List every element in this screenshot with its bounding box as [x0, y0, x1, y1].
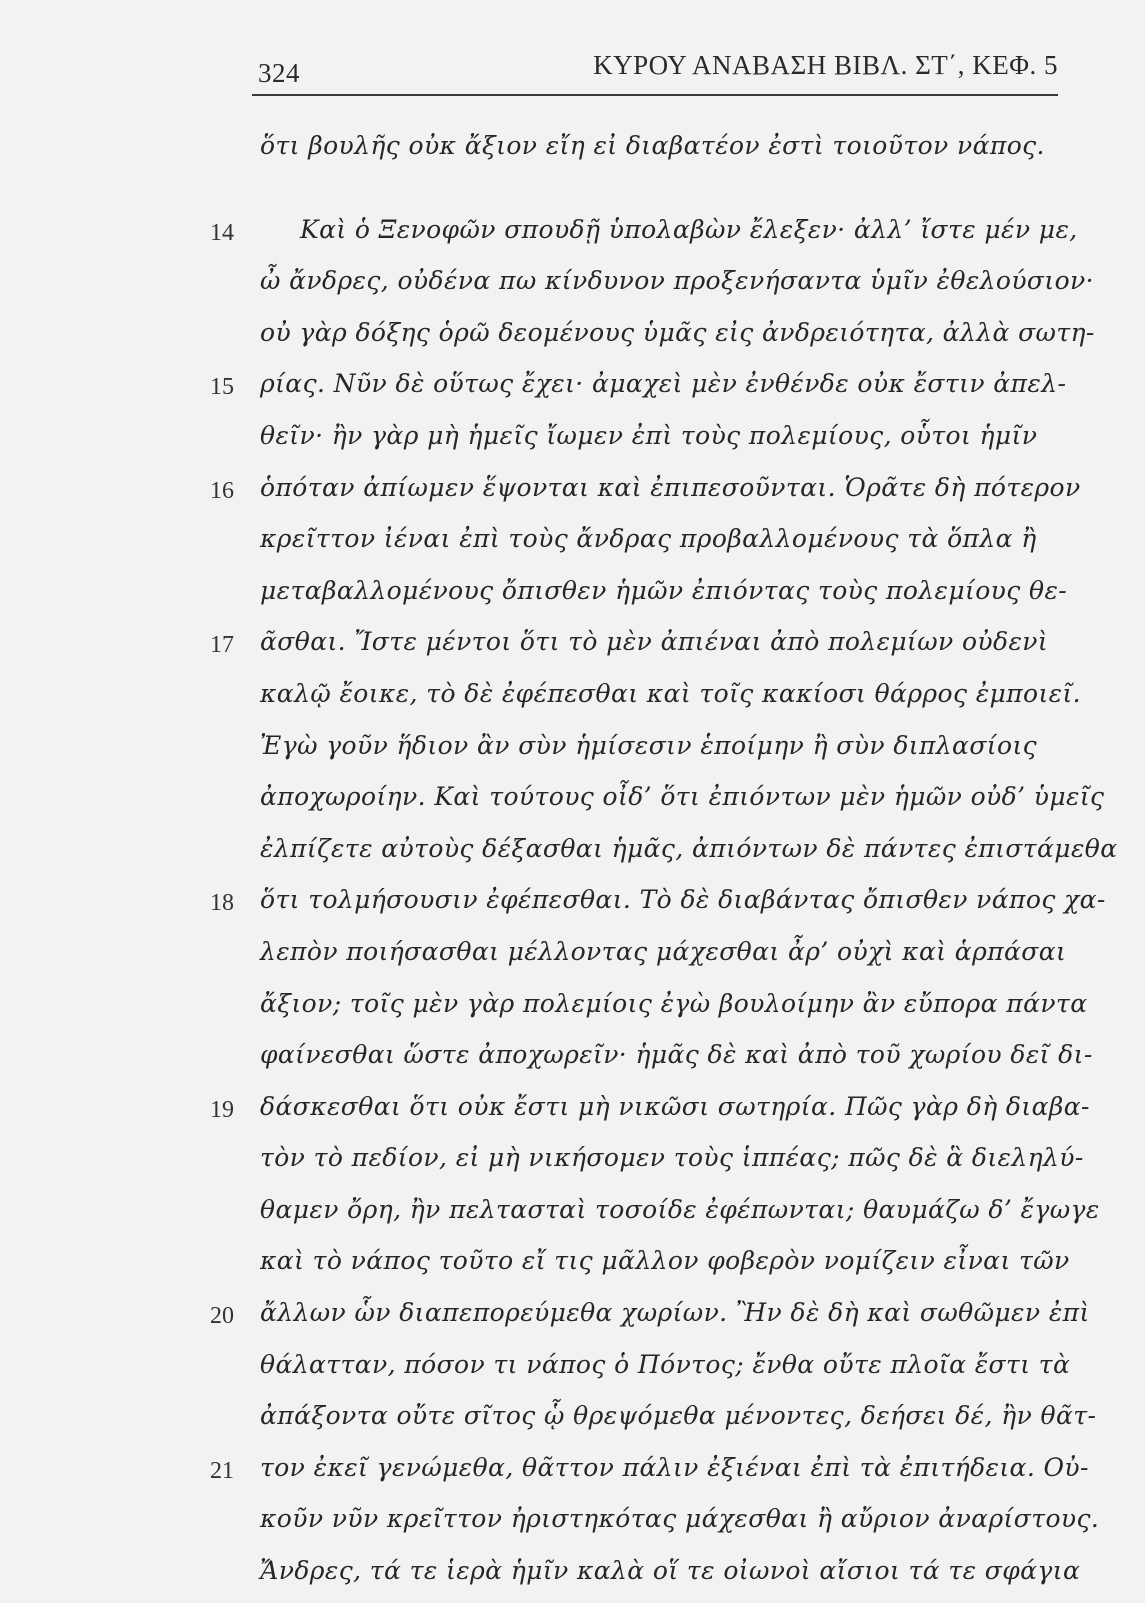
- text-line: [210, 932, 1090, 984]
- text-line: [210, 126, 1090, 178]
- line-text: φαίνεσθαι ὥστε ἀποχωρεῖν· ἡμᾶς δὲ καὶ ἀπὸ τοῦ χωρίου δεῖ δι-: [260, 1040, 1093, 1070]
- section-number: 21: [210, 1457, 234, 1484]
- text-line: [210, 726, 1090, 778]
- line-text: κοῦν νῦν κρεῖττον ἠριστηκότας μάχεσθαι ἢ αὔριον ἀναρίστους.: [260, 1504, 1100, 1534]
- line-text: καλῷ ἔοικε, τὸ δὲ ἐφέπεσθαι καὶ τοῖς κακίοσι θάρρος ἐμποιεῖ.: [260, 678, 1082, 708]
- line-text: θάλατταν, πόσον τι νάπος ὁ Πόντος; ἔνθα οὔτε πλοῖα ἔστι τὰ: [260, 1349, 1071, 1379]
- body-text: [210, 126, 1118, 1603]
- text-line: [210, 1499, 1100, 1551]
- line-text: Ἄνδρες, τά τε ἱερὰ ἡμῖν καλὰ οἵ τε οἰωνοὶ αἴσιοι τά τε σφάγια: [260, 1556, 1081, 1586]
- text-line: [210, 313, 1095, 365]
- section-number: 19: [210, 1096, 234, 1123]
- section-number: 16: [210, 477, 234, 504]
- section-number: 17: [210, 632, 234, 659]
- section-number: 18: [210, 890, 234, 917]
- line-text: ὅτι τολμήσουσιν ἐφέπεσθαι. Τὸ δὲ διαβάντας ὄπισθεν νάπος χα-: [260, 885, 1106, 915]
- header-rule: [252, 94, 1058, 96]
- text-line: [210, 674, 1090, 726]
- section-number: 15: [210, 374, 234, 401]
- line-text: ὁπόταν ἀπίωμεν ἕψονται καὶ ἐπιπεσοῦνται. Ὁρᾶτε δὴ πότερον: [260, 472, 1081, 502]
- line-text: ᾶσθαι. Ἴστε μέντοι ὅτι τὸ μὲν ἀπιέναι ἀπὸ πολεμίων οὐδενὶ: [260, 627, 1049, 657]
- running-title: ΚΥΡΟΥ ΑΝΑΒΑΣΗ ΒΙΒΛ. ΣΤ΄, ΚΕΦ. 5: [593, 50, 1058, 80]
- line-text: Καὶ ὁ Ξενοφῶν σπουδῇ ὑπολαβὼν ἔλεξεν· ἀλλ’ ἴστε μέν με,: [300, 214, 1078, 244]
- text-line: [210, 1138, 1090, 1190]
- line-text: ρίας. Νῦν δὲ οὕτως ἔχει· ἀμαχεὶ μὲν ἐνθένδε οὐκ ἔστιν ἀπελ-: [260, 369, 1067, 399]
- line-text: ὅτι βουλῆς οὐκ ἄξιον εἴη εἰ διαβατέον ἐστὶ τοιοῦτον νάπος.: [260, 131, 1045, 160]
- text-line: [210, 984, 1090, 1036]
- text-line: [210, 1241, 1090, 1293]
- line-text: τὸν τὸ πεδίον, εἰ μὴ νικήσομεν τοὺς ἱππέας; πῶς δὲ ἃ διεληλύ-: [260, 1143, 1084, 1173]
- text-line: [210, 777, 1105, 829]
- text-line: [210, 880, 1106, 932]
- text-line: [210, 1035, 1093, 1087]
- text-line: [210, 416, 1090, 468]
- line-text: θεῖν· ἢν γὰρ μὴ ἡμεῖς ἴωμεν ἐπὶ τοὺς πολεμίους, οὗτοι ἡμῖν: [260, 420, 1038, 450]
- paragraph-gap: [210, 178, 1090, 210]
- line-text: τον ἐκεῖ γενώμεθα, θᾶττον πάλιν ἐξιέναι ἐπὶ τὰ ἐπιτήδεια. Οὐ-: [260, 1452, 1089, 1482]
- line-text: Ἐγὼ γοῦν ἥδιον ἂν σὺν ἡμίσεσιν ἑποίμην ἢ σὺν διπλασίοις: [260, 730, 1038, 760]
- line-text: καὶ τὸ νάπος τοῦτο εἴ τις μᾶλλον φοβερὸν νομίζειν εἶναι τῶν: [260, 1246, 1070, 1276]
- text-line: [210, 1190, 1100, 1242]
- text-line: [210, 519, 1090, 571]
- line-text: ἀποχωροίην. Καὶ τούτους οἶδ’ ὅτι ἐπιόντων μὲν ἡμῶν οὐδ’ ὑμεῖς: [260, 782, 1105, 812]
- line-text: δάσκεσθαι ὅτι οὐκ ἔστι μὴ νικῶσι σωτηρία. Πῶς γὰρ δὴ διαβα-: [260, 1091, 1090, 1121]
- page-header: [258, 48, 1058, 88]
- text-line: [210, 1087, 1090, 1139]
- section-number: 14: [210, 219, 234, 246]
- text-line: [210, 1345, 1090, 1397]
- text-line: [210, 1448, 1090, 1500]
- line-text: ἄλλων ὧν διαπεπορεύμεθα χωρίων. Ἢν δὲ δὴ καὶ σωθῶμεν ἐπὶ: [260, 1298, 1090, 1328]
- line-text: ἀπάξοντα οὔτε σῖτος ᾧ θρεψόμεθα μένοντες, δεήσει δέ, ἢν θᾶτ-: [260, 1401, 1097, 1431]
- text-line: [210, 468, 1090, 520]
- text-line: [210, 829, 1118, 881]
- text-line: [210, 571, 1090, 623]
- text-line: [210, 1396, 1097, 1448]
- line-text: μεταβαλλομένους ὄπισθεν ἡμῶν ἐπιόντας τοὺς πολεμίους θε-: [260, 575, 1068, 605]
- line-text: ὦ ἄνδρες, οὐδένα πω κίνδυνον προξενήσαντα ὑμῖν ἐθελούσιον·: [260, 266, 1094, 296]
- text-line: [210, 1551, 1090, 1603]
- line-text: κρεῖττον ἰέναι ἐπὶ τοὺς ἄνδρας προβαλλομένους τὰ ὅπλα ἢ: [260, 524, 1037, 554]
- line-text: ἄξιον; τοῖς μὲν γὰρ πολεμίοις ἐγὼ βουλοίμην ἂν εὔπορα πάντα: [260, 988, 1088, 1018]
- line-text: λεπὸν ποιήσασθαι μέλλοντας μάχεσθαι ἆρ’ οὐχὶ καὶ ἁρπάσαι: [260, 936, 1067, 966]
- line-text: ἐλπίζετε αὐτοὺς δέξασθαι ἡμᾶς, ἀπιόντων δὲ πάντες ἐπιστάμεθα: [260, 833, 1118, 863]
- section-number: 20: [210, 1303, 234, 1330]
- text-line: [210, 622, 1090, 674]
- text-line: [210, 1293, 1090, 1345]
- text-line: [210, 210, 1090, 262]
- text-line: [210, 261, 1094, 313]
- line-text: θαμεν ὄρη, ἢν πελτασταὶ τοσοίδε ἐφέπωνται; θαυμάζω δ’ ἔγωγε: [260, 1194, 1100, 1224]
- page-number: 324: [258, 58, 300, 88]
- text-line: [210, 364, 1090, 416]
- line-text: οὐ γὰρ δόξης ὁρῶ δεομένους ὑμᾶς εἰς ἀνδρειότητα, ἀλλὰ σωτη-: [260, 317, 1095, 347]
